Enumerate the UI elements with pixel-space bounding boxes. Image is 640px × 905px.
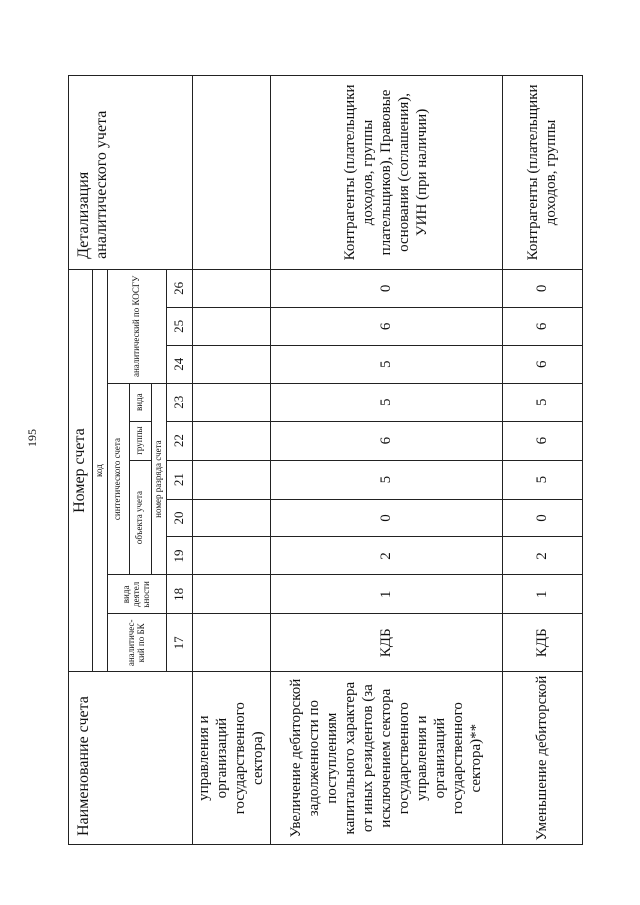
row-value: 6 xyxy=(502,345,582,383)
rotated-page xyxy=(68,75,578,845)
row-detail: Контрагенты (плательщики доходов, группы плательщиков), Правовые основания (соглашения), УИН (при наличии) xyxy=(270,76,502,270)
header-kind: вида xyxy=(129,383,151,421)
header-object: объекта учета xyxy=(129,460,151,575)
table-row xyxy=(502,76,582,845)
row-value xyxy=(192,460,270,499)
digit-26: 26 xyxy=(166,269,192,307)
row-value: КДБ xyxy=(270,614,502,672)
account-table xyxy=(68,75,583,845)
digit-20: 20 xyxy=(166,499,192,537)
row-name: Уменьшение дебиторской xyxy=(502,672,582,845)
digit-17: 17 xyxy=(166,614,192,672)
header-group: группы xyxy=(129,421,151,460)
row-value xyxy=(192,499,270,537)
row-value: 5 xyxy=(270,383,502,421)
digit-25: 25 xyxy=(166,307,192,345)
row-value: 1 xyxy=(502,575,582,614)
row-value xyxy=(192,537,270,575)
row-value: 6 xyxy=(502,307,582,345)
row-value: 5 xyxy=(502,460,582,499)
header-analytical-bk: аналитический по БК xyxy=(107,614,166,672)
digit-18: 18 xyxy=(166,575,192,614)
table-row xyxy=(270,76,502,845)
row-value: 5 xyxy=(270,460,502,499)
row-value: 1 xyxy=(270,575,502,614)
row-value: 0 xyxy=(270,269,502,307)
row-value xyxy=(192,575,270,614)
row-value: 5 xyxy=(270,345,502,383)
row-detail: Контрагенты (плательщики доходов, группы xyxy=(502,76,582,270)
row-value xyxy=(192,269,270,307)
row-value: 2 xyxy=(270,537,502,575)
row-value: 6 xyxy=(270,421,502,460)
header-synthetic: синтетического счета xyxy=(107,383,129,575)
header-account-name: Наименование счета xyxy=(69,672,193,845)
header-digit-number: номер разряда счета xyxy=(151,383,166,575)
digit-19: 19 xyxy=(166,537,192,575)
header-analytical-kosgu: аналитический по КОСГУ xyxy=(107,269,166,383)
row-value xyxy=(192,421,270,460)
digit-21: 21 xyxy=(166,460,192,499)
row-value: 2 xyxy=(502,537,582,575)
row-value: 0 xyxy=(502,499,582,537)
row-value: 6 xyxy=(502,421,582,460)
row-value xyxy=(192,383,270,421)
row-value xyxy=(192,307,270,345)
row-detail xyxy=(192,76,270,270)
row-value: 0 xyxy=(270,499,502,537)
header-account-number: Номер счета xyxy=(69,269,93,671)
row-value xyxy=(192,345,270,383)
header-activity-type: вида деятел ьности xyxy=(107,575,166,614)
page-number: 195 xyxy=(25,429,39,447)
digit-22: 22 xyxy=(166,421,192,460)
row-name: управления и организаций государственного сектора) xyxy=(192,672,270,845)
header-detail: Детализация аналитического учета xyxy=(69,76,193,270)
digit-24: 24 xyxy=(166,345,192,383)
row-value xyxy=(192,614,270,672)
row-value: КДБ xyxy=(502,614,582,672)
header-code: код xyxy=(93,269,108,671)
row-value: 0 xyxy=(502,269,582,307)
row-value: 6 xyxy=(270,307,502,345)
digit-23: 23 xyxy=(166,383,192,421)
row-name: Увеличение дебиторской задолженности по поступлениям капитального характера от иных резидентов (за исключением сектора государственного управления и организаций государственного сектора)** xyxy=(270,672,502,845)
table-row xyxy=(192,76,270,845)
row-value: 5 xyxy=(502,383,582,421)
